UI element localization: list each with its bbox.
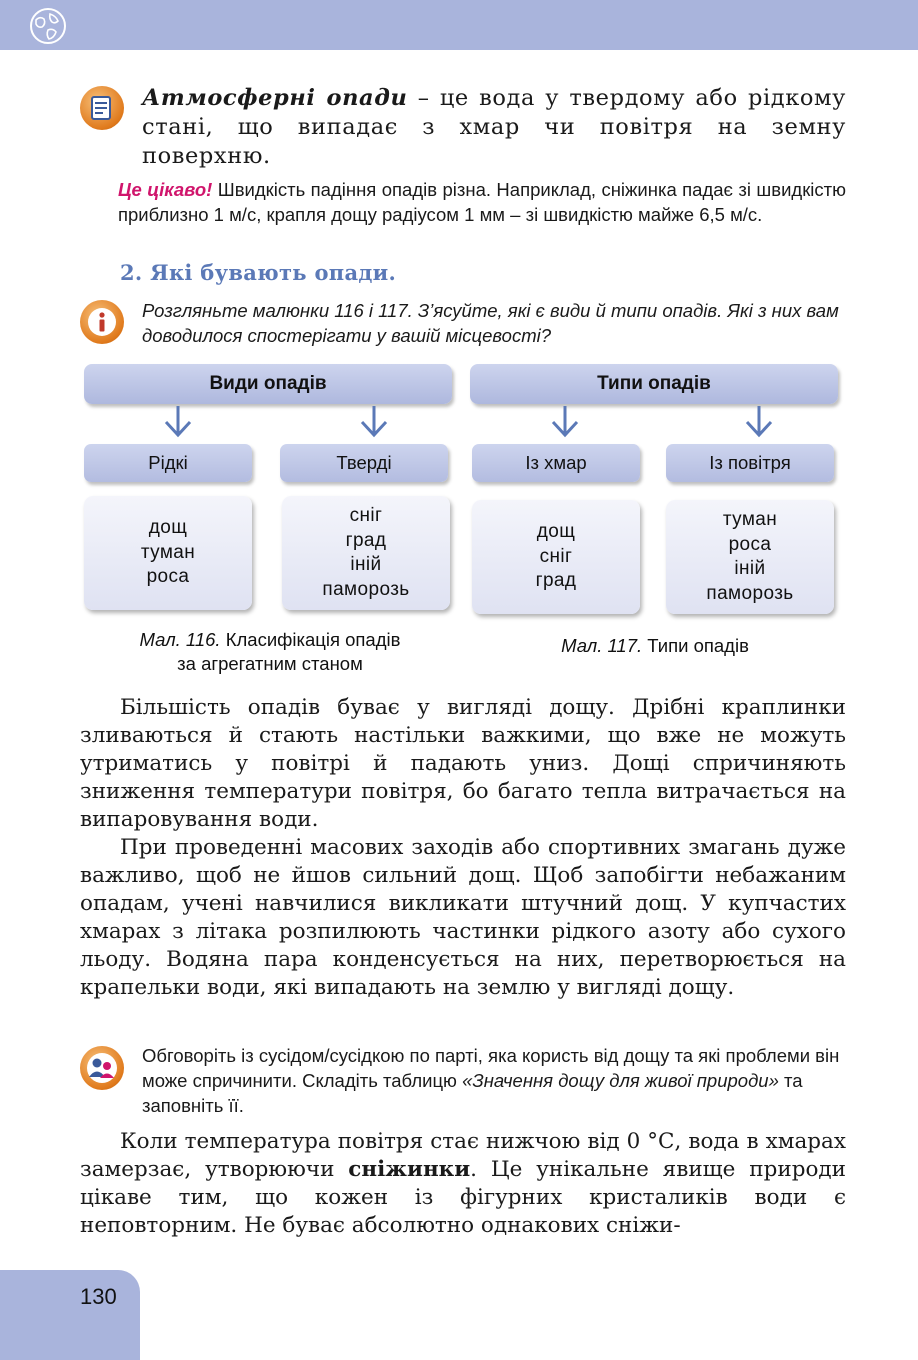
section-title: 2. Які бувають опади. xyxy=(120,260,397,285)
diagram-header-types-by-state: Види опадів xyxy=(84,364,452,404)
arrow-down-icon xyxy=(163,404,193,438)
category-liquid: Рідкі xyxy=(84,444,252,482)
info-icon xyxy=(80,300,124,344)
paragraph xyxy=(80,1128,846,1240)
arrow-down-icon xyxy=(744,404,774,438)
category-from-air: Із повітря xyxy=(666,444,834,482)
list-solid xyxy=(282,496,450,610)
list-item: іній xyxy=(734,558,766,579)
diagram-header-types-by-origin: Типи опадів xyxy=(470,364,838,404)
figure-caption-117 xyxy=(470,634,840,658)
figure-caption-text: Класифікація опадів xyxy=(220,629,401,650)
definition-icon xyxy=(80,86,124,130)
discussion-text: Обговоріть із сусідом/сусідкою по парті, яка користь від дощу та які проблеми він може спричинити. Складіть таблицю xyxy=(142,1045,840,1091)
bold-term: сніжинки xyxy=(348,1157,471,1182)
arrow-down-icon xyxy=(550,404,580,438)
figure-caption-text: за агрегатним станом xyxy=(177,653,363,674)
globe-icon xyxy=(28,6,68,46)
category-from-clouds: Із хмар xyxy=(472,444,640,482)
figure-caption-text: Типи опадів xyxy=(642,635,749,656)
figure-label: Мал. 117. xyxy=(561,635,643,656)
paragraph xyxy=(80,694,846,834)
figure-label: Мал. 116. xyxy=(139,629,221,650)
task-text: Розгляньте малюнки 116 і 117. З’ясуйте, які є види й типи опадів. Які з них вам доводилося спостерігати у вашій місцевості? xyxy=(142,300,839,346)
paragraph-text: При проведенні масових заходів або спортивних змагань дуже важливо, щоб не йшов сильний дощ. Щоб запобігти небажаним опадам, учені навчилися викликати штучний дощ. У купчастих хмарах з літака розпилюють частинки рідкого азоту або сухого льоду. Водяна пара конденсується на них, перетворюється на крапельки води, які випадають на землю у вигляді дощу. xyxy=(80,835,846,1000)
list-item: роса xyxy=(146,566,190,588)
list-item: туман xyxy=(140,541,196,563)
discussion-table-title: «Значення дощу для живої природи» xyxy=(462,1070,779,1091)
list-item: паморозь xyxy=(322,578,410,600)
list-item: дощ xyxy=(536,521,576,543)
paragraph-text: Коли температура повітря стає нижчою від 0 °С, вода в хмарах замерзає, утворюючи xyxy=(80,1129,846,1182)
list-item: сніг xyxy=(349,505,383,526)
list-item: роса xyxy=(728,533,772,555)
header-band xyxy=(0,0,918,50)
paragraph-text: . Це унікальне явище природи цікаве тим, що кожен із фігурних кристаликів води є неповторним. Не буває абсолютно однакових сніжи- xyxy=(80,1157,846,1238)
list-liquid xyxy=(84,496,252,610)
discussion-task xyxy=(142,1043,846,1118)
definition-term: Атмосферні опади xyxy=(142,85,408,111)
pair-discussion-icon xyxy=(80,1046,124,1090)
discussion-text-end: та заповніть її. xyxy=(142,1070,803,1116)
list-item: град xyxy=(535,570,577,592)
paragraph xyxy=(80,834,846,1002)
list-item: сніг xyxy=(539,545,573,567)
list-item: паморозь xyxy=(706,582,794,604)
paragraph-text: Більшість опадів буває у вигляді дощу. Дрібні краплинки зливаються й стають настільки важкими, що вже не можуть утриматись у повітрі й падають униз. Дощі спричиняють зниження температури повітря, бо багато тепла витрачається на випаровування води. xyxy=(80,695,846,832)
list-item: град xyxy=(345,529,387,551)
list-item: іній xyxy=(350,554,382,575)
definition-body: – це вода у твердому або рідкому стані, що випадає з хмар чи повітря на земну поверхню. xyxy=(142,85,847,169)
page-number: 130 xyxy=(80,1284,117,1309)
list-item: туман xyxy=(722,509,778,530)
fact-highlight: Це цікаво! xyxy=(118,179,213,200)
definition-text xyxy=(142,84,846,171)
figure-caption-116 xyxy=(90,628,450,676)
list-from-air xyxy=(666,500,834,614)
page-number-tab xyxy=(0,1270,140,1360)
list-item: дощ xyxy=(148,517,188,539)
list-from-clouds xyxy=(472,500,640,614)
fact-block xyxy=(118,177,846,227)
arrow-down-icon xyxy=(359,404,389,438)
body-paragraphs xyxy=(80,694,846,1002)
category-solid: Тверді xyxy=(280,444,448,482)
fact-text: Швидкість падіння опадів різна. Наприклад, сніжинка падає зі швидкістю приблизно 1 м/с, крапля дощу радіусом 1 мм – зі швидкістю майже 6,5 м/с. xyxy=(118,179,846,225)
